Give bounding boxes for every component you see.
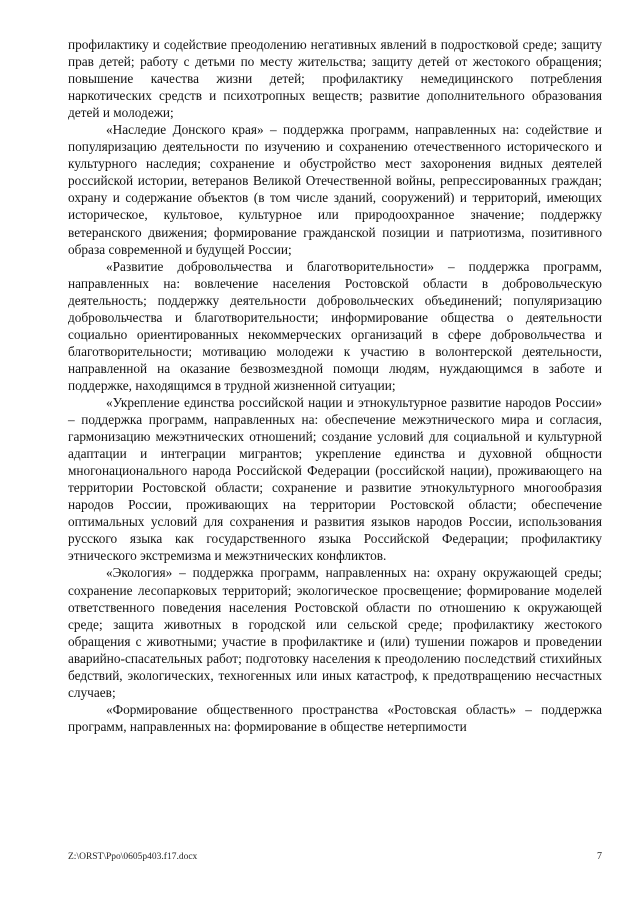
footer-file-path: Z:\ORST\Ppo\0605p403.f17.docx (68, 852, 198, 862)
page-number: 7 (597, 851, 602, 862)
paragraph-ecology: «Экология» – поддержка программ, направленных на: охрану окружающей среды; сохранение лесопарковых территорий; экологическое просвещение; формирование моделей ответственного поведения населения Ростовской области по отношению к окружающей среде; защита животных в городской или сельской среде; профилактику жестокого обращения с животными; участие в профилактике и (или) тушении пожаров и проведении аварийно-спасательных работ; подготовку населения к преодолению последствий стихийных бедствий, экологических, техногенных или иных катастроф, к предотвращению несчастных случаев; (68, 565, 602, 700)
paragraph-public-space: «Формирование общественного пространства «Ростовская область» – поддержка программ, направленных на: формирование в обществе нетерпимости (68, 701, 602, 734)
document-body (68, 36, 602, 735)
paragraph-donskoy-heritage: «Наследие Донского края» – поддержка программ, направленных на: содействие и популяризацию деятельности по изучению и сохранению отечественного исторического и культурного наследия; сохранение и обустройство мест захоронения видных деятелей российской истории, ветеранов Великой Отечественной войны, репрессированных граждан; охрану и содержание объектов (в том числе зданий, сооружений) и территорий, имеющих историческое, культовое, культурное или природоохранное значение; поддержку ветеранского движения; формирование гражданской позиции и патриотизма, позитивного образа современной и будущей России; (68, 122, 602, 257)
paragraph-continuation: профилактику и содействие преодолению негативных явлений в подростковой среде; защиту прав детей; работу с детьми по месту жительства; защиту детей от жестокого обращения; повышение качества жизни детей; профилактику немедицинского потребления наркотических средств и психотропных веществ; развитие дополнительного образования детей и молодежи; (68, 37, 602, 121)
paragraph-volunteering: «Развитие добровольчества и благотворительности» – поддержка программ, направленных на: вовлечение населения Ростовской области в добровольческую деятельность; поддержку деятельности добровольческих объединений; популяризацию добровольчества и благотворительности; информирование общества о деятельности социально ориентированных некоммерческих организаций в сфере добровольчества и благотворительности; мотивацию молодежи к участию в волонтерской деятельности, направленной на оказание безвозмездной помощи людям, нуждающимся в заботе и поддержке, находящимся в трудной жизненной ситуации; (68, 258, 602, 393)
paragraph-national-unity: «Укрепление единства российской нации и этнокультурное развитие народов России» – поддержка программ, направленных на: обеспечение межэтнического мира и согласия, гармонизацию межэтнических отношений; создание условий для социальной и культурной адаптации и интеграции мигрантов; укрепление единства и духовной общности многонационального народа Российской Федерации (российской нации), проживающего на территории Ростовской области; сохранение и развитие этнокультурного многообразия народов России, проживающих на территории Ростовской области; обеспечение оптимальных условий для сохранения и развития языков народов России, использования русского языка как государственного языка Российской Федерации; профилактику этнического экстремизма и межэтнических конфликтов. (68, 394, 602, 564)
